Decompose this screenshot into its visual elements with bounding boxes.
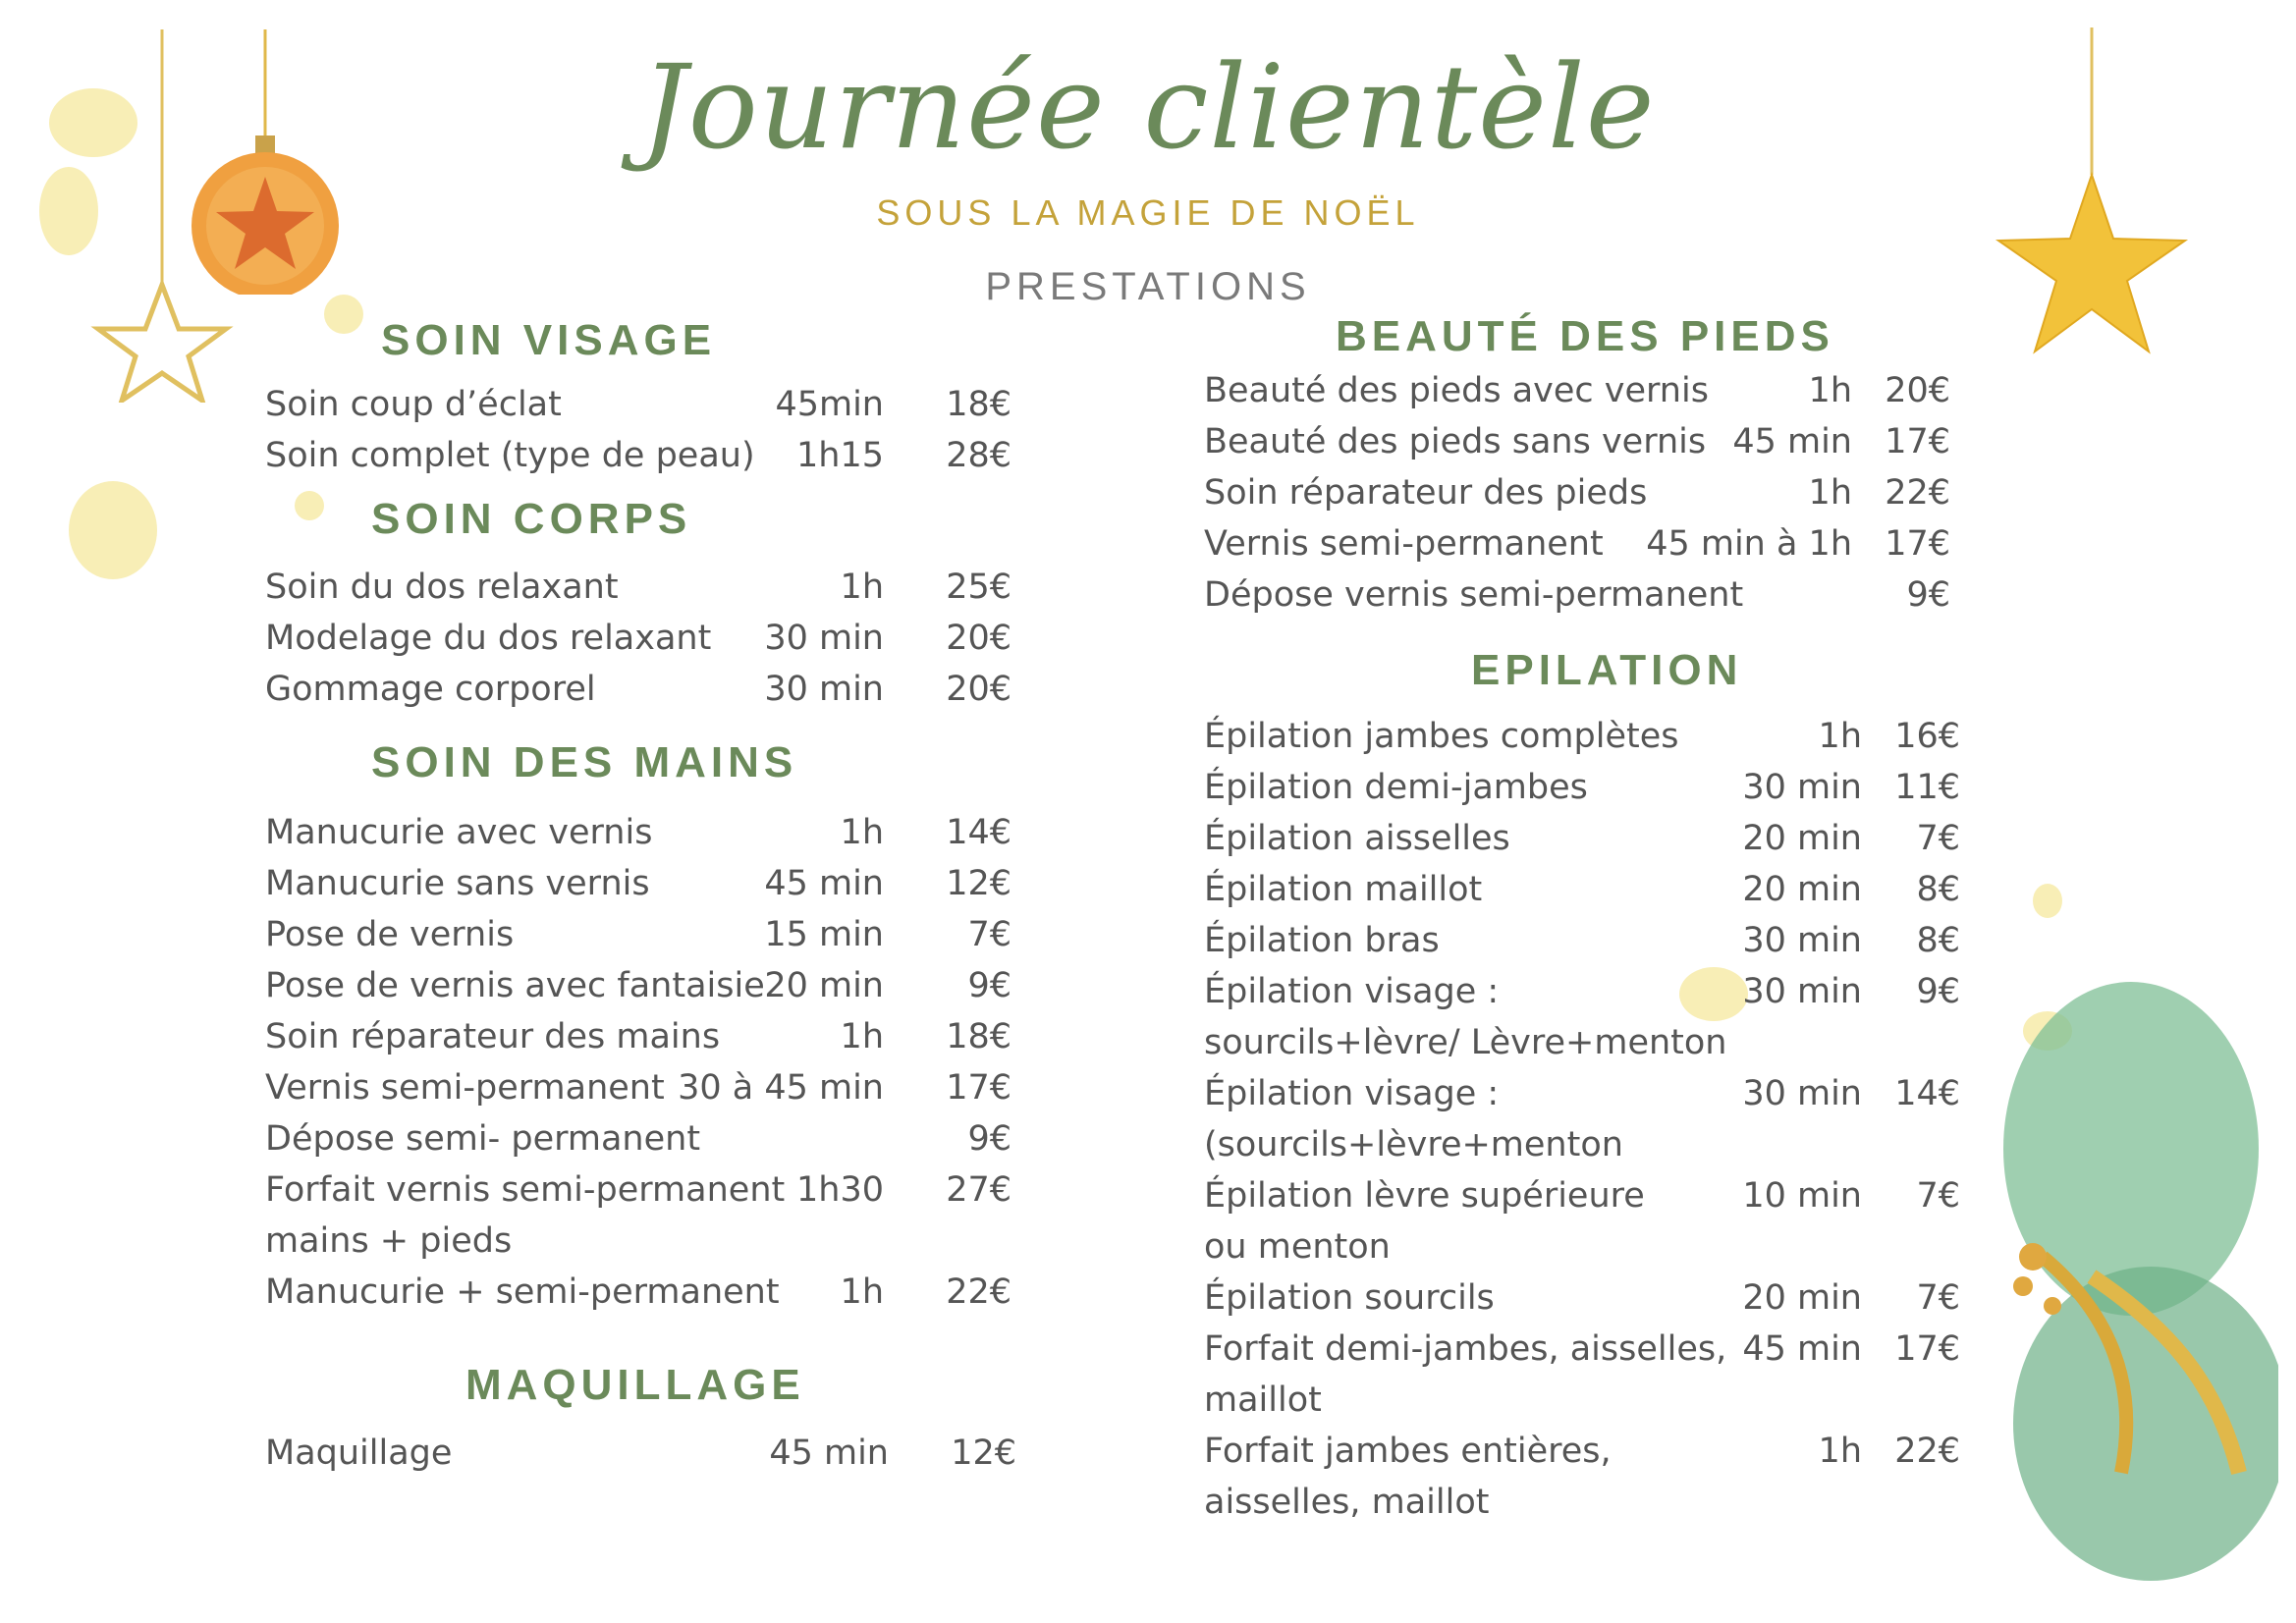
service-price: 9€ xyxy=(967,966,1011,1005)
service-price: 12€ xyxy=(946,864,1011,903)
service-row xyxy=(265,430,1011,481)
service-label: Forfait vernis semi-permanent xyxy=(265,1170,786,1210)
gold-splatter xyxy=(295,491,324,520)
service-duration: 1h15 xyxy=(796,436,884,475)
service-duration: 45 min à 1h xyxy=(1646,524,1852,564)
service-price: 9€ xyxy=(1916,972,1960,1011)
service-label: Manucurie + semi-permanent xyxy=(265,1272,780,1312)
service-price: 27€ xyxy=(946,1170,1011,1210)
service-price: 17€ xyxy=(1894,1329,1960,1369)
service-duration: 20 min xyxy=(764,966,884,1005)
page-subtitle: SOUS LA MAGIE DE NOËL xyxy=(876,192,1420,233)
service-price: 14€ xyxy=(946,813,1011,852)
service-row xyxy=(1204,1324,1960,1375)
service-row xyxy=(265,807,1011,858)
gold-splatter xyxy=(69,481,157,579)
service-duration: 1h xyxy=(1818,717,1862,756)
service-label: Beauté des pieds sans vernis xyxy=(1204,422,1707,461)
service-duration: 1h xyxy=(840,1017,884,1056)
service-row xyxy=(265,1428,1016,1479)
service-duration: 30 min xyxy=(764,619,884,658)
service-row xyxy=(1204,864,1960,915)
service-row xyxy=(265,1267,1011,1318)
service-row xyxy=(265,1062,1011,1113)
service-duration: 45 min xyxy=(1732,422,1852,461)
service-duration: 30 à 45 min xyxy=(678,1068,884,1108)
service-price: 9€ xyxy=(967,1119,1011,1159)
service-label: Épilation visage : xyxy=(1204,1074,1500,1113)
service-duration: 30 min xyxy=(1742,972,1862,1011)
service-duration: 45 min xyxy=(769,1434,889,1473)
service-duration: 1h xyxy=(840,813,884,852)
prestations-heading: PRESTATIONS xyxy=(985,265,1311,308)
service-duration: 20 min xyxy=(1742,870,1862,909)
service-price: 7€ xyxy=(1916,1278,1960,1318)
service-label: Épilation sourcils xyxy=(1204,1278,1495,1318)
service-row xyxy=(1204,915,1960,966)
service-label-continued: mains + pieds xyxy=(265,1221,513,1261)
service-label: Manucurie avec vernis xyxy=(265,813,653,852)
service-row xyxy=(265,379,1011,430)
service-row xyxy=(1204,467,1950,518)
service-label: Soin réparateur des mains xyxy=(265,1017,721,1056)
page-title: Journée clientèle xyxy=(640,39,1656,175)
service-label-continued: sourcils+lèvre/ Lèvre+menton xyxy=(1204,1023,1727,1062)
service-label-continued: aisselles, maillot xyxy=(1204,1483,1490,1522)
service-label: Épilation visage : xyxy=(1204,972,1500,1011)
service-row xyxy=(1204,1170,1960,1221)
service-label: Dépose semi- permanent xyxy=(265,1119,701,1159)
service-price: 22€ xyxy=(946,1272,1011,1312)
service-price: 18€ xyxy=(946,385,1011,424)
service-label: Beauté des pieds avec vernis xyxy=(1204,371,1709,410)
service-label: Vernis semi-permanent xyxy=(265,1068,665,1108)
service-row xyxy=(265,1011,1011,1062)
service-duration: 1h xyxy=(840,1272,884,1312)
service-price: 22€ xyxy=(1885,473,1950,513)
service-duration: 30 min xyxy=(1742,921,1862,960)
service-price: 7€ xyxy=(1916,1176,1960,1216)
service-duration: 1h xyxy=(1808,473,1852,513)
service-price: 8€ xyxy=(1916,921,1960,960)
service-price: 7€ xyxy=(967,915,1011,954)
service-label: Dépose vernis semi-permanent xyxy=(1204,575,1744,615)
section-title-maquillage: MAQUILLAGE xyxy=(465,1361,805,1409)
service-label-continued: ou menton xyxy=(1204,1227,1391,1267)
service-price: 25€ xyxy=(946,568,1011,607)
service-row xyxy=(1204,711,1960,762)
section-title-soin-visage: SOIN VISAGE xyxy=(381,316,717,364)
service-label: Forfait jambes entières, xyxy=(1204,1432,1612,1471)
service-label: Épilation aisselles xyxy=(1204,819,1510,858)
service-row xyxy=(265,664,1011,715)
service-row xyxy=(265,1164,1011,1216)
service-price: 17€ xyxy=(1885,524,1950,564)
service-row xyxy=(1204,365,1950,416)
service-row xyxy=(1204,966,1960,1017)
service-duration: 15 min xyxy=(764,915,884,954)
service-row xyxy=(265,613,1011,664)
service-row xyxy=(265,960,1011,1011)
service-label: Pose de vernis avec fantaisie xyxy=(265,966,765,1005)
service-duration: 1h xyxy=(1818,1432,1862,1471)
service-row xyxy=(1204,1272,1960,1324)
service-label: Épilation jambes complètes xyxy=(1204,717,1679,756)
service-price: 7€ xyxy=(1916,819,1960,858)
service-label: Vernis semi-permanent xyxy=(1204,524,1604,564)
service-price: 18€ xyxy=(946,1017,1011,1056)
service-label: Modelage du dos relaxant xyxy=(265,619,712,658)
service-label: Pose de vernis xyxy=(265,915,515,954)
section-title-soin-corps: SOIN CORPS xyxy=(371,495,692,543)
service-duration: 1h xyxy=(840,568,884,607)
service-duration: 20 min xyxy=(1742,1278,1862,1318)
service-price: 17€ xyxy=(1885,422,1950,461)
service-duration: 1h xyxy=(1808,371,1852,410)
service-price: 28€ xyxy=(946,436,1011,475)
service-label: Gommage corporel xyxy=(265,670,596,709)
service-price: 8€ xyxy=(1916,870,1960,909)
service-label: Soin du dos relaxant xyxy=(265,568,619,607)
service-label-continued: (sourcils+lèvre+menton xyxy=(1204,1125,1623,1164)
service-label: Épilation lèvre supérieure xyxy=(1204,1176,1645,1216)
service-price: 11€ xyxy=(1894,768,1960,807)
green-leaves-icon xyxy=(1984,962,2278,1591)
service-price: 22€ xyxy=(1894,1432,1960,1471)
service-price: 12€ xyxy=(951,1434,1016,1473)
service-row xyxy=(265,562,1011,613)
section-title-epilation: EPILATION xyxy=(1471,646,1743,694)
service-price: 14€ xyxy=(1894,1074,1960,1113)
service-row xyxy=(265,909,1011,960)
service-price: 20€ xyxy=(946,670,1011,709)
section-title-soin-mains: SOIN DES MAINS xyxy=(371,738,798,786)
service-row xyxy=(265,1113,1011,1164)
service-duration: 45min xyxy=(775,385,884,424)
service-price: 16€ xyxy=(1894,717,1960,756)
section-title-beaute-pieds: BEAUTÉ DES PIEDS xyxy=(1336,312,1834,360)
gold-splatter xyxy=(2033,884,2062,918)
service-row xyxy=(265,858,1011,909)
service-label: Soin complet (type de peau) xyxy=(265,436,755,475)
service-duration: 30 min xyxy=(1742,1074,1862,1113)
service-row xyxy=(1204,416,1950,467)
service-label: Soin coup d’éclat xyxy=(265,385,562,424)
service-row xyxy=(1204,569,1950,621)
service-duration: 30 min xyxy=(1742,768,1862,807)
service-label: Épilation bras xyxy=(1204,921,1440,960)
service-label: Manucurie sans vernis xyxy=(265,864,650,903)
service-duration: 45 min xyxy=(764,864,884,903)
service-label-continued: maillot xyxy=(1204,1380,1322,1420)
service-price: 20€ xyxy=(1885,371,1950,410)
service-row xyxy=(1204,1426,1960,1477)
service-duration: 30 min xyxy=(764,670,884,709)
service-row xyxy=(1204,813,1960,864)
service-label: Soin réparateur des pieds xyxy=(1204,473,1648,513)
service-duration: 20 min xyxy=(1742,819,1862,858)
service-price: 20€ xyxy=(946,619,1011,658)
service-price: 17€ xyxy=(946,1068,1011,1108)
service-label: Épilation demi-jambes xyxy=(1204,768,1588,807)
service-duration: 1h30 xyxy=(796,1170,884,1210)
service-duration: 45 min xyxy=(1742,1329,1862,1369)
service-label: Forfait demi-jambes, aisselles, xyxy=(1204,1329,1727,1369)
service-row xyxy=(1204,1068,1960,1119)
service-price: 9€ xyxy=(1906,575,1950,615)
service-label: Épilation maillot xyxy=(1204,870,1483,909)
service-duration: 10 min xyxy=(1742,1176,1862,1216)
service-label: Maquillage xyxy=(265,1434,453,1473)
service-row xyxy=(1204,762,1960,813)
service-row xyxy=(1204,518,1950,569)
